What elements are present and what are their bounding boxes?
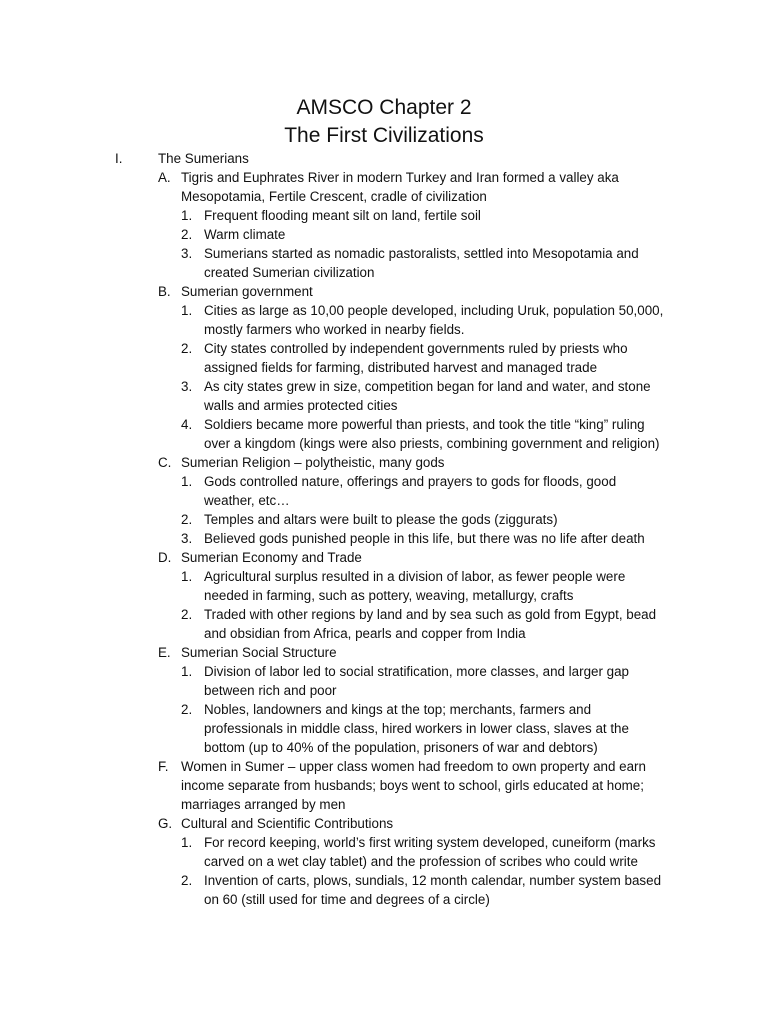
outline-line: [0, 244, 768, 263]
outline-marker: G.: [158, 816, 173, 831]
outline-text: and obsidian from Africa, pearls and copper from India: [204, 626, 526, 641]
outline-marker: 2.: [181, 341, 193, 356]
outline-line: [0, 700, 768, 719]
outline-line: [0, 776, 768, 795]
outline-text: Sumerian Religion – polytheistic, many gods: [181, 455, 445, 470]
outline-text: income separate from husbands; boys went to school, girls educated at home;: [181, 778, 644, 793]
outline-line: [0, 567, 768, 586]
outline-text: Temples and altars were built to please the gods (ziggurats): [204, 512, 558, 527]
outline-line: [0, 719, 768, 738]
outline-text: Agricultural surplus resulted in a division of labor, as fewer people were: [204, 569, 626, 584]
outline-marker: 1.: [181, 208, 193, 223]
outline-marker: E.: [158, 645, 171, 660]
outline-marker: 3.: [181, 246, 193, 261]
outline-text: bottom (up to 40% of the population, prisoners of war and debtors): [204, 740, 598, 755]
outline-text: Gods controlled nature, offerings and prayers to gods for floods, good: [204, 474, 617, 489]
outline-marker: 3.: [181, 379, 193, 394]
outline-marker: I.: [115, 151, 123, 166]
outline-line: [0, 643, 768, 662]
outline-marker: D.: [158, 550, 172, 565]
outline-text: Division of labor led to social stratification, more classes, and larger gap: [204, 664, 629, 679]
outline-marker: 3.: [181, 531, 193, 546]
outline-line: [0, 491, 768, 510]
outline-line: [0, 301, 768, 320]
outline-text: walls and armies protected cities: [204, 398, 398, 413]
outline-text: Cities as large as 10,00 people developed, including Uruk, population 50,000,: [204, 303, 664, 318]
outline-text: Believed gods punished people in this life, but there was no life after death: [204, 531, 645, 546]
outline-line: [0, 168, 768, 187]
outline-marker: 1.: [181, 664, 193, 679]
outline-text: Soldiers became more powerful than priests, and took the title “king” ruling: [204, 417, 645, 432]
outline-text: Warm climate: [204, 227, 286, 242]
document-subtitle: The First Civilizations: [284, 124, 484, 147]
outline-marker: 1.: [181, 835, 193, 850]
outline-text: professionals in middle class, hired workers in lower class, slaves at the: [204, 721, 629, 736]
outline-text: between rich and poor: [204, 683, 337, 698]
outline-line: [0, 263, 768, 282]
outline-marker: C.: [158, 455, 172, 470]
outline-line: [0, 833, 768, 852]
outline-text: Sumerian government: [181, 284, 313, 299]
outline-line: [0, 510, 768, 529]
outline-line: [0, 434, 768, 453]
outline-marker: 2.: [181, 227, 193, 242]
outline-text: City states controlled by independent governments ruled by priests who: [204, 341, 628, 356]
outline-marker: 2.: [181, 873, 193, 888]
outline-marker: 2.: [181, 702, 193, 717]
outline-text: Sumerian Economy and Trade: [181, 550, 362, 565]
outline-text: weather, etc…: [204, 493, 290, 508]
outline-marker: 2.: [181, 512, 193, 527]
outline-line: [0, 320, 768, 339]
outline-line: [0, 282, 768, 301]
outline-marker: 1.: [181, 569, 193, 584]
outline-text: Nobles, landowners and kings at the top; merchants, farmers and: [204, 702, 592, 717]
outline-line: [0, 814, 768, 833]
outline-text: As city states grew in size, competition began for land and water, and stone: [204, 379, 651, 394]
outline-text: assigned fields for farming, distributed harvest and managed trade: [204, 360, 598, 375]
outline-line: [0, 529, 768, 548]
outline-line: [0, 586, 768, 605]
outline-line: [0, 795, 768, 814]
outline-text: mostly farmers who worked in nearby fields.: [204, 322, 465, 337]
outline-line: [0, 852, 768, 871]
outline-text: Traded with other regions by land and by sea such as gold from Egypt, bead: [204, 607, 657, 622]
outline-list: [0, 149, 768, 909]
outline-line: [0, 453, 768, 472]
outline-text: carved on a wet clay tablet) and the profession of scribes who could write: [204, 854, 638, 869]
outline-text: Women in Sumer – upper class women had freedom to own property and earn: [181, 759, 646, 774]
outline-text: Cultural and Scientific Contributions: [181, 816, 394, 831]
outline-text: over a kingdom (kings were also priests, combining government and religion): [204, 436, 660, 451]
outline-line: [0, 472, 768, 491]
outline-text: on 60 (still used for time and degrees of a circle): [204, 892, 490, 907]
outline-marker: 1.: [181, 474, 193, 489]
outline-text: needed in farming, such as pottery, weaving, metallurgy, crafts: [204, 588, 574, 603]
outline-text: Mesopotamia, Fertile Crescent, cradle of civilization: [181, 189, 487, 204]
outline-line: [0, 377, 768, 396]
outline-text: marriages arranged by men: [181, 797, 346, 812]
outline-line: [0, 738, 768, 757]
outline-line: [0, 225, 768, 244]
outline-text: Sumerians started as nomadic pastoralists, settled into Mesopotamia and: [204, 246, 639, 261]
outline-line: [0, 757, 768, 776]
outline-marker: 4.: [181, 417, 193, 432]
outline-text: Tigris and Euphrates River in modern Turkey and Iran formed a valley aka: [181, 170, 619, 185]
outline-line: [0, 206, 768, 225]
outline-marker: B.: [158, 284, 171, 299]
outline-line: [0, 890, 768, 909]
outline-line: [0, 396, 768, 415]
outline-line: [0, 187, 768, 206]
outline-marker: A.: [158, 170, 171, 185]
outline-line: [0, 149, 768, 168]
outline-line: [0, 662, 768, 681]
outline-marker: F.: [158, 759, 169, 774]
outline-text: Invention of carts, plows, sundials, 12 month calendar, number system based: [204, 873, 662, 888]
outline-text: created Sumerian civilization: [204, 265, 375, 280]
outline-line: [0, 624, 768, 643]
outline-text: Sumerian Social Structure: [181, 645, 337, 660]
outline-marker: 1.: [181, 303, 193, 318]
outline-line: [0, 548, 768, 567]
outline-text: Frequent flooding meant silt on land, fertile soil: [204, 208, 481, 223]
outline-marker: 2.: [181, 607, 193, 622]
document-title: AMSCO Chapter 2: [296, 96, 472, 119]
outline-line: [0, 358, 768, 377]
outline-line: [0, 681, 768, 700]
outline-line: [0, 605, 768, 624]
outline-line: [0, 871, 768, 890]
outline-text: The Sumerians: [158, 151, 249, 166]
outline-line: [0, 339, 768, 358]
outline-text: For record keeping, world’s first writing system developed, cuneiform (marks: [204, 835, 656, 850]
outline-line: [0, 415, 768, 434]
